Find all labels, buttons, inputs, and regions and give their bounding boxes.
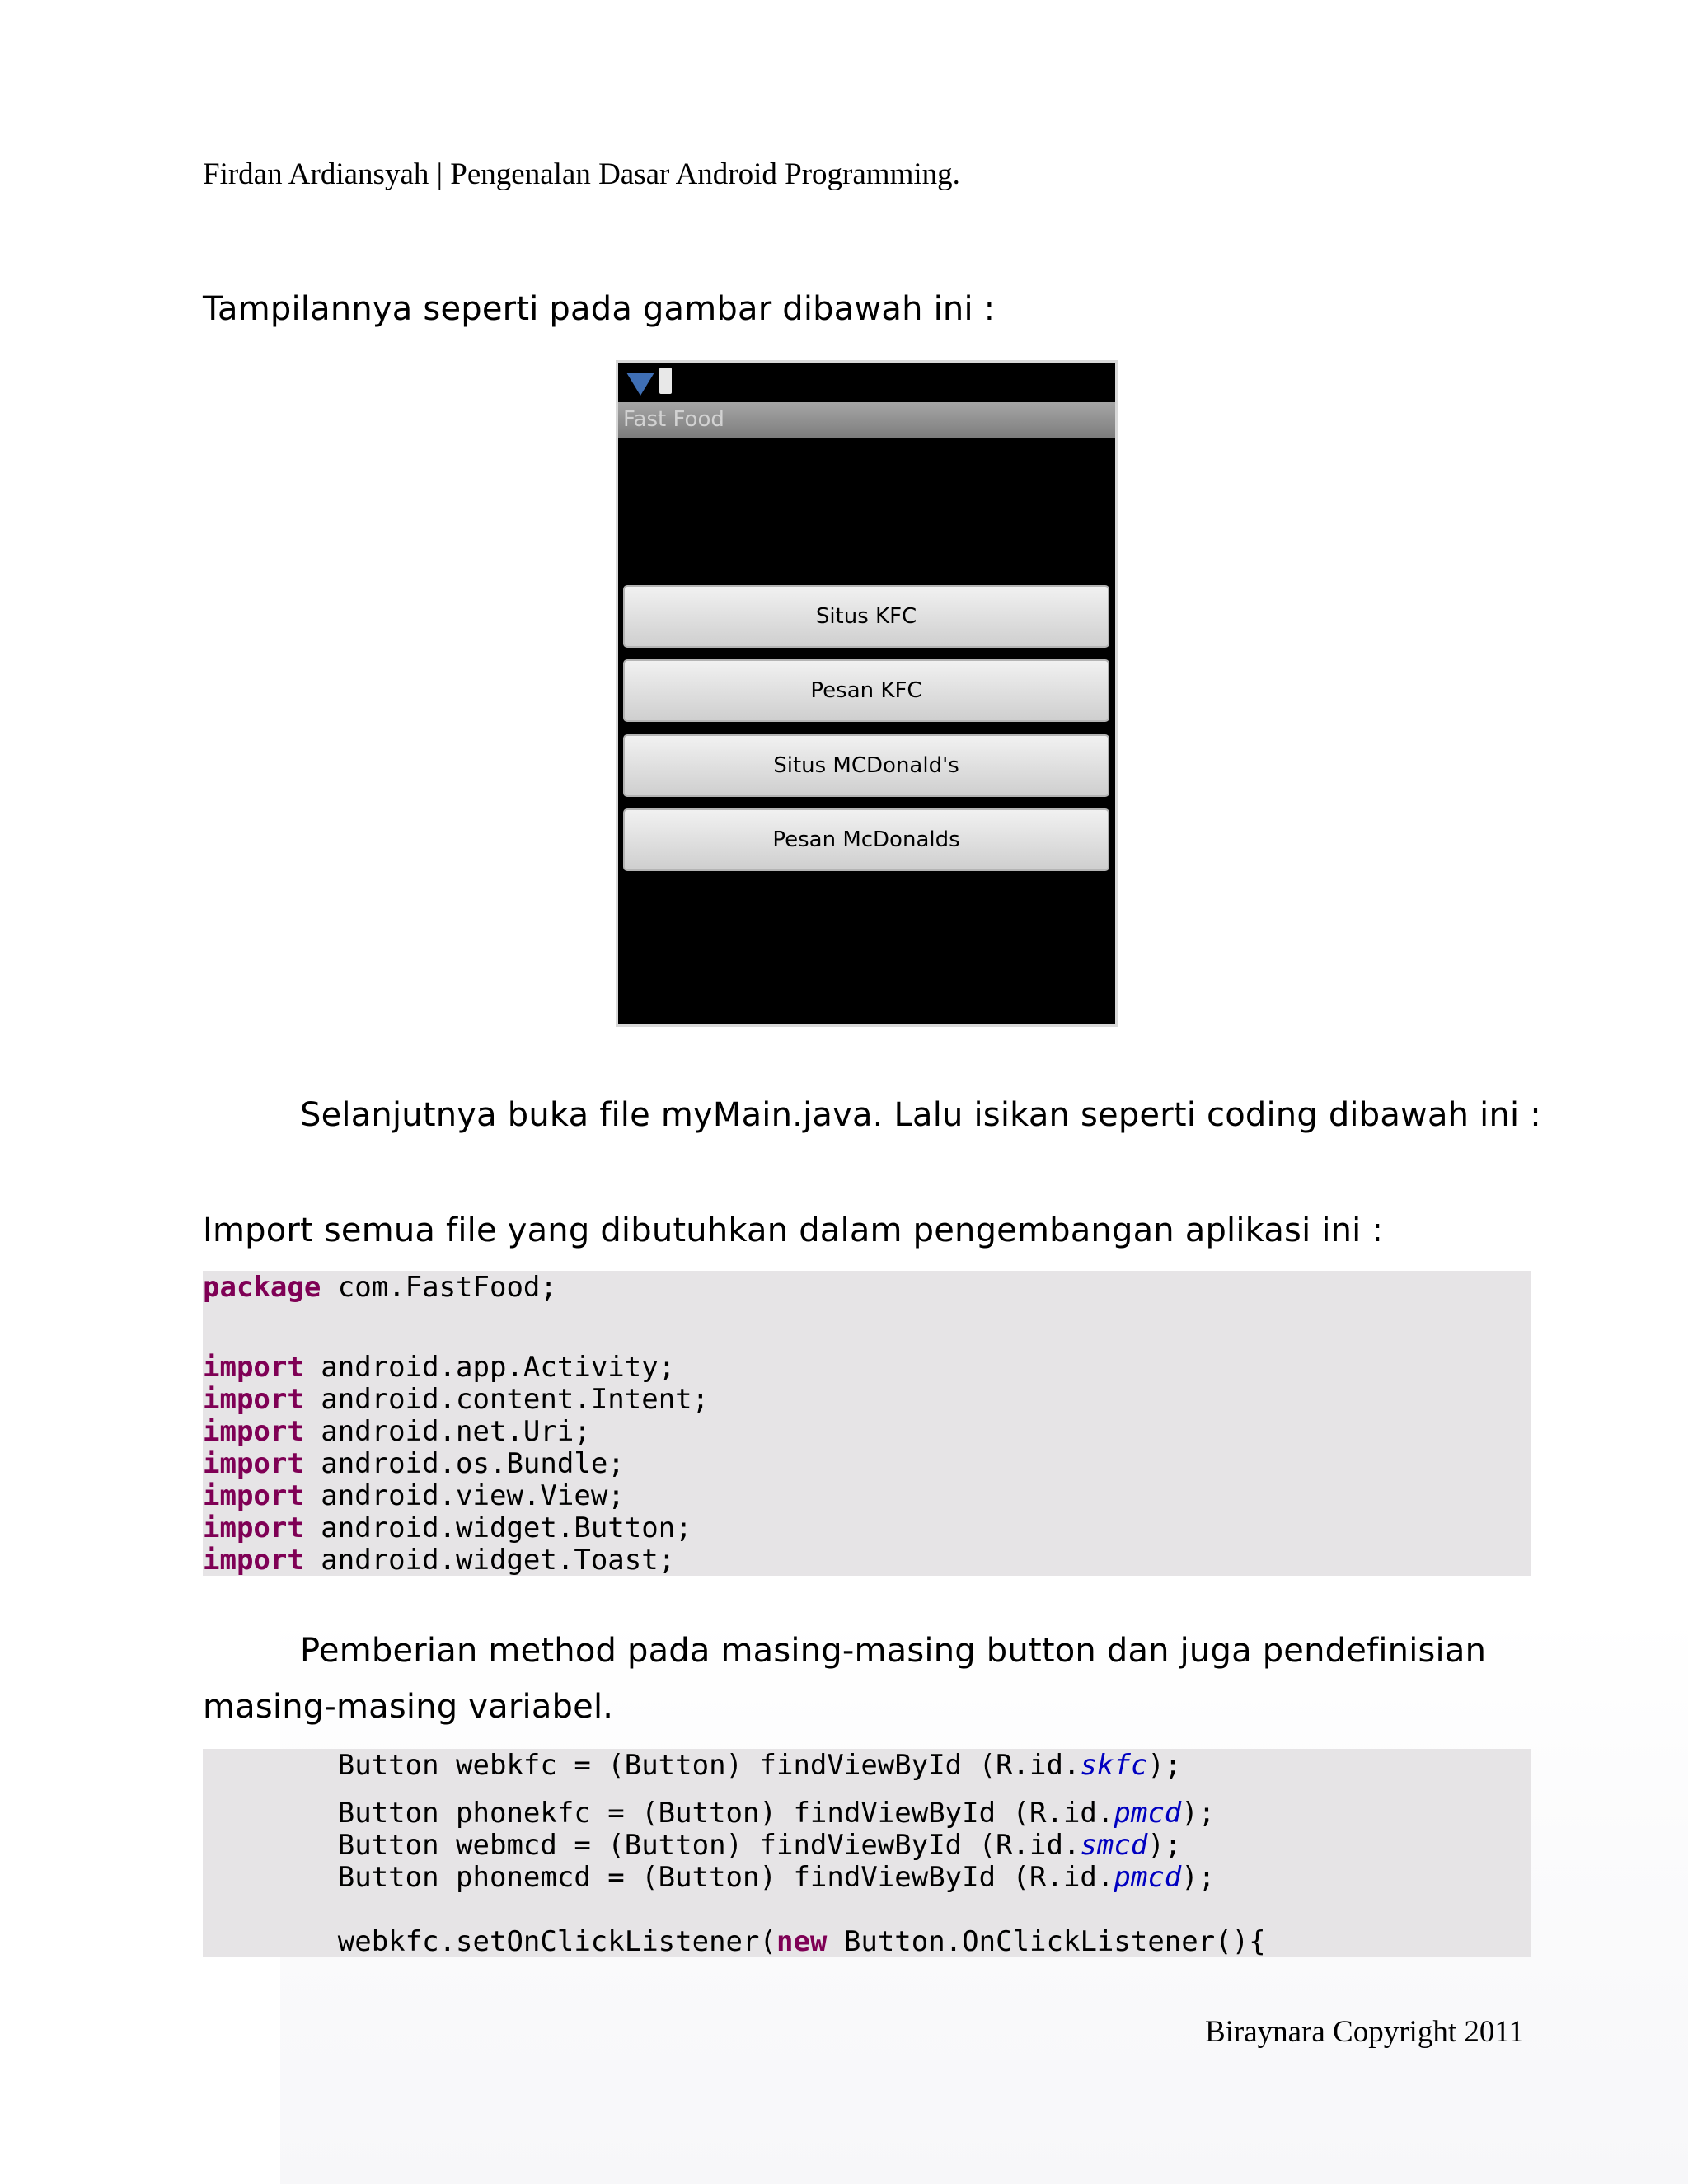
code-field: pmcd — [1114, 1797, 1182, 1830]
code-line — [203, 1383, 709, 1416]
code-line — [203, 1415, 591, 1448]
method-paragraph-line2: masing-masing variabel. — [203, 1688, 614, 1726]
code-text: android.app.Activity; — [303, 1351, 676, 1384]
code-line — [203, 1544, 675, 1577]
code-text: Button webkfc = (Button) findViewById (R.id. — [203, 1749, 1081, 1782]
phone-screenshot — [616, 360, 1118, 1027]
page-header: Firdan Ardiansyah | Pengenalan Dasar Android Programming. — [203, 157, 960, 191]
code-line — [203, 1749, 1181, 1782]
code-keyword: package — [203, 1271, 321, 1304]
code-text: Button.OnClickListener(){ — [827, 1925, 1266, 1958]
code-text: Button phonemcd = (Button) findViewById (R.id. — [203, 1861, 1114, 1894]
code-keyword: import — [203, 1479, 304, 1512]
code-text: ); — [1181, 1861, 1216, 1894]
code-line — [203, 1511, 692, 1544]
code-line — [203, 1271, 557, 1304]
situs-mcdonalds-button[interactable]: Situs MCDonald's — [623, 734, 1109, 797]
situs-kfc-button[interactable]: Situs KFC — [623, 585, 1109, 648]
intro-paragraph: Tampilannya seperti pada gambar dibawah ini : — [203, 290, 996, 328]
button-code-block — [203, 1749, 1531, 1957]
battery-icon — [659, 368, 672, 394]
code-text: ); — [1147, 1749, 1182, 1782]
method-paragraph-line1: Pemberian method pada masing-masing button dan juga pendefinisian — [300, 1632, 1487, 1670]
status-bar — [618, 363, 1115, 402]
wifi-icon — [626, 373, 654, 396]
page-footer: Biraynara Copyright 2011 — [1204, 2015, 1524, 2049]
app-title: Fast Food — [623, 407, 724, 432]
code-keyword: import — [203, 1415, 304, 1448]
code-keyword: import — [203, 1511, 304, 1544]
code-text: webkfc.setOnClickListener( — [203, 1925, 776, 1958]
code-keyword: new — [776, 1925, 828, 1958]
app-title-bar — [618, 402, 1115, 438]
code-text: android.widget.Toast; — [303, 1544, 676, 1577]
code-text: ); — [1147, 1829, 1182, 1862]
pesan-kfc-button[interactable]: Pesan KFC — [623, 659, 1109, 722]
code-keyword: import — [203, 1447, 304, 1480]
code-text: Button phonekfc = (Button) findViewById (R.id. — [203, 1797, 1114, 1830]
code-line — [203, 1447, 625, 1480]
code-text: android.view.View; — [303, 1479, 625, 1512]
code-text: android.os.Bundle; — [303, 1447, 625, 1480]
code-text: com.FastFood; — [321, 1271, 557, 1304]
code-keyword: import — [203, 1383, 304, 1416]
code-text: android.widget.Button; — [303, 1511, 692, 1544]
code-line — [203, 1351, 675, 1384]
code-text: Button webmcd = (Button) findViewById (R.id. — [203, 1829, 1081, 1862]
code-field: pmcd — [1114, 1861, 1182, 1894]
next-step-paragraph: Selanjutnya buka file myMain.java. Lalu isikan seperti coding dibawah ini : — [300, 1096, 1541, 1134]
import-code-block — [203, 1271, 1531, 1576]
import-intro-paragraph: Import semua file yang dibutuhkan dalam pengembangan aplikasi ini : — [203, 1212, 1384, 1249]
code-field: smcd — [1080, 1829, 1148, 1862]
code-line — [203, 1479, 625, 1512]
pesan-mcdonalds-button[interactable]: Pesan McDonalds — [623, 808, 1109, 871]
code-field: skfc — [1080, 1749, 1148, 1782]
code-line — [203, 1925, 1266, 1958]
code-text: android.content.Intent; — [303, 1383, 710, 1416]
code-text: ); — [1181, 1797, 1216, 1830]
code-line — [203, 1829, 1181, 1862]
code-line — [203, 1797, 1215, 1830]
code-text: android.net.Uri; — [303, 1415, 591, 1448]
code-keyword: import — [203, 1544, 304, 1577]
code-line — [203, 1861, 1215, 1894]
code-keyword: import — [203, 1351, 304, 1384]
